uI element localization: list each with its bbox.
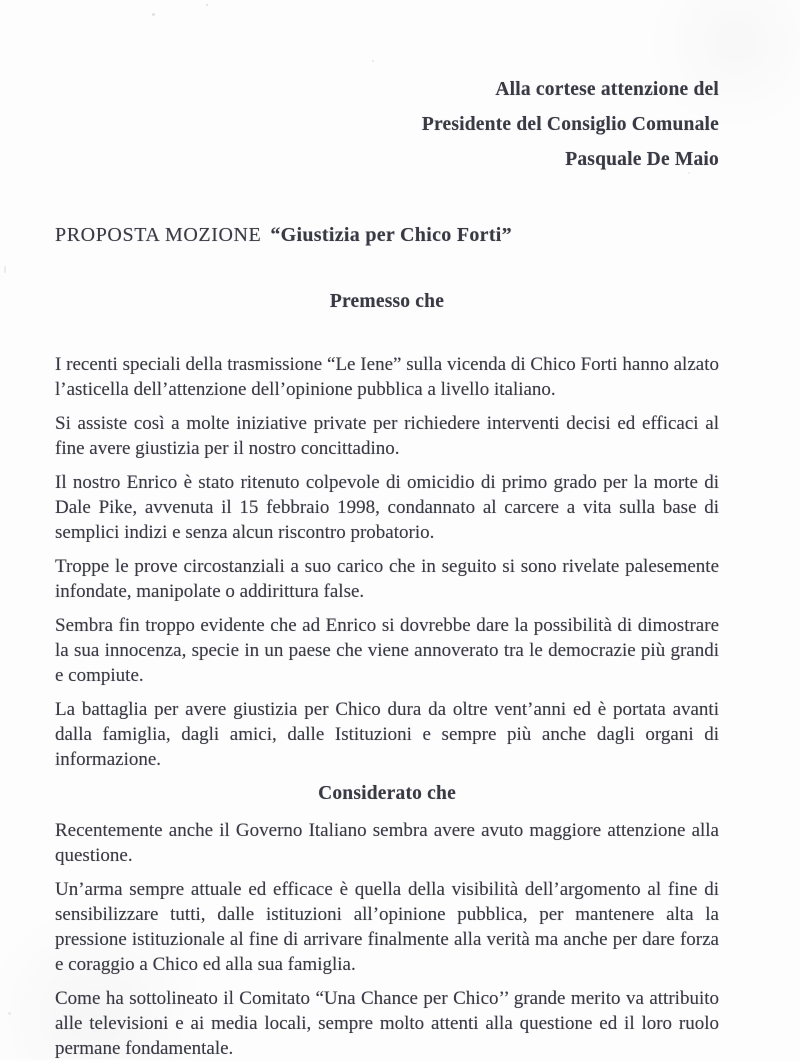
paragraph: I recenti speciali della trasmissione “Le Iene” sulla vicenda di Chico Forti hanno alzato l’asticella dell’attenzione dell’opinione pubblica a livello italiano. [55, 354, 719, 400]
document-content [55, 0, 719, 1061]
scan-speck [4, 266, 6, 273]
paragraph: Troppe le prove circostanziali a suo carico che in seguito si sono rivelate palesemente infondate, manipolate o addirittura false. [55, 556, 719, 602]
section-heading-premesso-che: Premesso che [329, 291, 445, 312]
scan-speck [8, 1012, 11, 1015]
paragraph: Recentemente anche il Governo Italiano sembra avere avuto maggiore attenzione alla questione. [55, 820, 719, 866]
recipient-line-name: Pasquale De Maio [565, 149, 719, 170]
paragraph: Si assiste così a molte iniziative private per richiedere interventi decisi ed efficaci al fine avere giustizia per il nostro concittadino. [55, 413, 719, 459]
section-heading-considerato-che: Considerato che [318, 783, 456, 804]
title-quoted: “Giustizia per Chico Forti” [270, 224, 512, 246]
scan-speck [152, 13, 155, 16]
title-prefix: PROPOSTA MOZIONE [55, 224, 262, 246]
scan-speck [372, 60, 374, 62]
scan-speck [206, 4, 208, 6]
recipient-block [55, 72, 719, 177]
paragraph: Un’arma sempre attuale ed efficace è quella della visibilità dell’argomento al fine di sensibilizzare tutti, dalle istituzioni all’opinione pubblica, per mantenere alta la pressione istituzionale al fine di arrivare finalmente alla verità ma anche per dare forza e coraggio a Chico ed alla sua famiglia. [55, 879, 719, 975]
document-title [55, 222, 719, 249]
paragraph: Sembra fin troppo evidente che ad Enrico si dovrebbe dare la possibilità di dimostrare la sua innocenza, specie in un paese che viene annoverato tra le democrazie più grandi e compiute. [55, 615, 719, 686]
paragraph: Come ha sottolineato il Comitato “Una Chance per Chico’’ grande merito va attribuito alle televisioni e ai media locali, sempre molto attenti alla questione ed il loro ruolo permane fondamentale. [55, 988, 719, 1059]
paragraph: La battaglia per avere giustizia per Chico dura da oltre vent’anni ed è portata avanti dalla famiglia, dagli amici, dalle Istituzioni e sempre più anche dagli organi di informazione. [55, 699, 719, 770]
scan-speck [688, 172, 690, 174]
recipient-line-role: Presidente del Consiglio Comunale [421, 114, 719, 135]
paragraph: Il nostro Enrico è stato ritenuto colpevole di omicidio di primo grado per la morte di Dale Pike, avvenuta il 15 febbraio 1998, condannato al carcere a vita sulla base di semplici indizi e senza alcun riscontro probatorio. [55, 472, 719, 543]
recipient-line-attention: Alla cortese attenzione del [495, 79, 719, 100]
